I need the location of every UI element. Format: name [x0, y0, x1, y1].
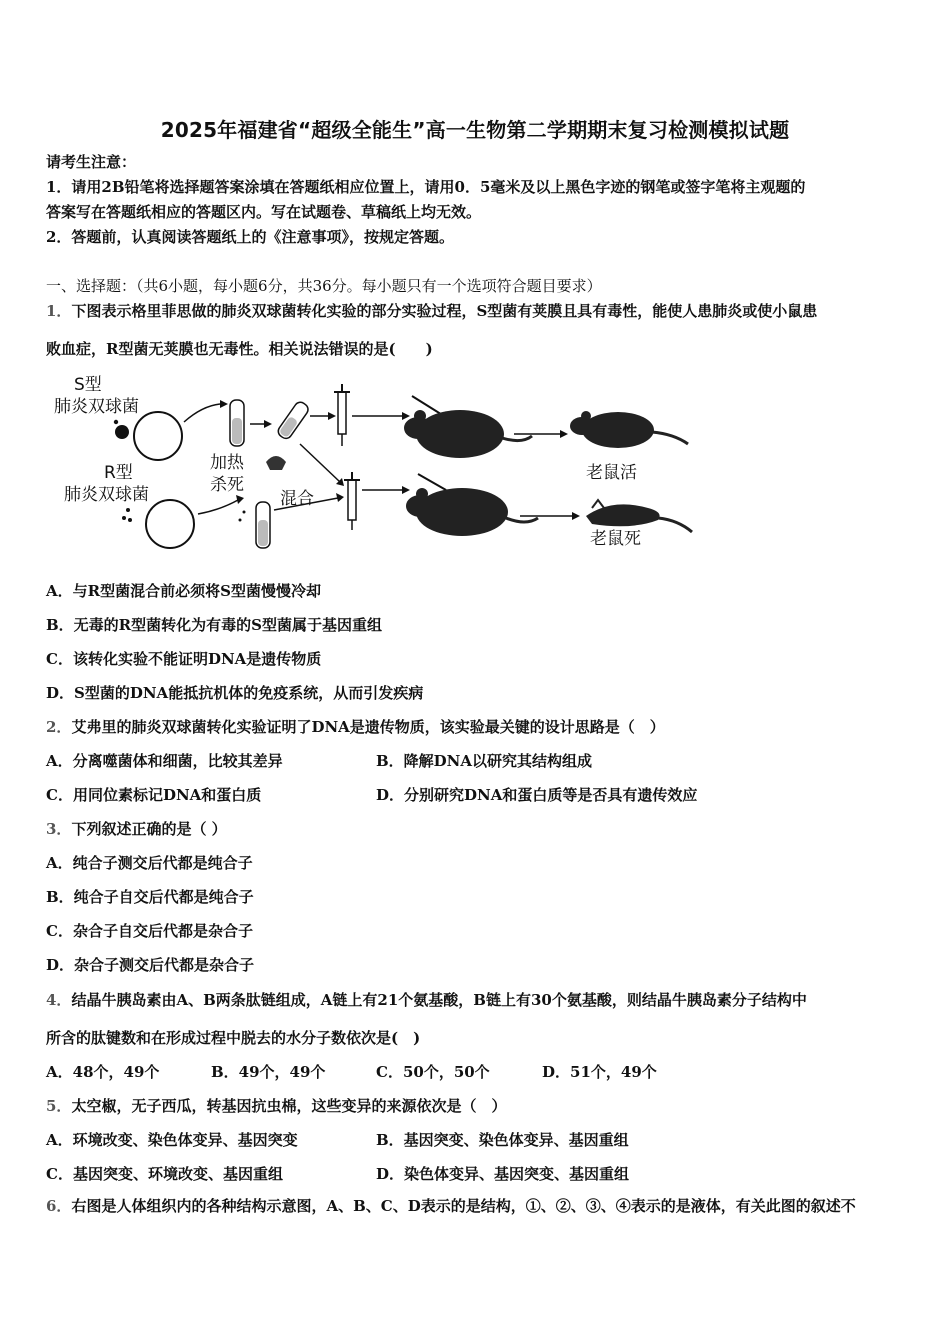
q4-option-a: A．48个，49个: [46, 1063, 160, 1081]
notice-item-1a: 1．请用2B铅笔将选择题答案涂填在答题纸相应位置上，请用0．5毫米及以上黑色字迹的钢笔或签字笔将主观题的: [46, 178, 806, 196]
burner-icon: [266, 456, 286, 470]
q1-option-c: C．该转化实验不能证明DNA是遗传物质: [46, 650, 322, 668]
arrow-s-to-tube: [184, 404, 220, 422]
q5-stem-line: [46, 1096, 506, 1116]
q1-stem-line-1: [46, 301, 817, 321]
syringe-icon: [344, 472, 360, 530]
q5-option-c: C．基因突变、环境改变、基因重组: [46, 1165, 283, 1183]
label-mouse-dead: 老鼠死: [590, 529, 641, 549]
syringe-icon: [334, 384, 350, 446]
q2-option-a: A．分离噬菌体和细菌，比较其差异: [46, 752, 283, 770]
arrow-head-icon: [264, 420, 272, 428]
griffith-experiment-figure: [52, 370, 702, 560]
label-mouse-alive: 老鼠活: [586, 463, 637, 483]
q2-option-b: B．降解DNA以研究其结构组成: [376, 752, 593, 770]
mouse-injected-icon: [406, 488, 538, 536]
q4-option-b: B．49个，49个: [211, 1063, 326, 1081]
arrow-line: [300, 444, 340, 482]
q1-option-a: A．与R型菌混合前必须将S型菌慢慢冷却: [46, 582, 321, 600]
r-tube-liquid: [258, 520, 268, 546]
label-s-type: S型: [74, 375, 102, 395]
arrow-head-icon: [560, 430, 568, 438]
arrow-head-icon: [236, 495, 244, 504]
mouse-alive-icon: [570, 411, 688, 448]
s-culture-dish: [134, 412, 182, 460]
r-colony-dot: [243, 511, 246, 514]
q4-number: 4．: [46, 991, 72, 1009]
injection-syringe-icon: [418, 474, 446, 490]
q2-option-d: D．分别研究DNA和蛋白质等是否具有遗传效应: [376, 786, 698, 804]
q4-stem-a: 结晶牛胰岛素由A、B两条肽链组成，A链上有21个氨基酸，B链上有30个氨基酸，则结晶牛胰岛素分子结构中: [71, 991, 807, 1009]
q3-number: 3．: [46, 820, 72, 838]
q6-stem-a: 右图是人体组织内的各种结构示意图，A、B、C、D表示的是结构，①、②、③、④表示的是液体，有关此图的叙述不: [71, 1197, 856, 1215]
q2-stem: 艾弗里的肺炎双球菌转化实验证明了DNA是遗传物质，该实验最关键的设计思路是（ ）: [71, 718, 665, 736]
q3-stem-line: [46, 819, 227, 839]
q3-stem: 下列叙述正确的是（ ）: [71, 820, 227, 838]
q4-option-d: D．51个，49个: [542, 1063, 657, 1081]
label-r-type: R型: [104, 463, 133, 483]
mouse-injected-icon: [404, 410, 532, 458]
q3-option-a: A．纯合子测交后代都是纯合子: [46, 854, 253, 872]
q6-stem-line-1: [46, 1196, 856, 1216]
q5-option-b: B．基因突变、染色体变异、基因重组: [376, 1131, 629, 1149]
q5-number: 5．: [46, 1097, 72, 1115]
q1-option-b: B．无毒的R型菌转化为有毒的S型菌属于基因重组: [46, 616, 382, 634]
q1-stem-b: 败血症，R型菌无荚膜也无毒性。相关说法错误的是( ): [46, 340, 433, 358]
q4-stem-b: 所含的肽键数和在形成过程中脱去的水分子数依次是( ): [46, 1029, 421, 1047]
q5-option-a: A．环境改变、染色体变异、基因突变: [46, 1131, 298, 1149]
r-colony-dot: [126, 508, 130, 512]
arrow-head-icon: [402, 486, 410, 494]
q2-option-c: C．用同位素标记DNA和蛋白质: [46, 786, 262, 804]
notice-item-2: 2．答题前，认真阅读答题纸上的《注意事项》，按规定答题。: [46, 228, 454, 246]
q6-number: 6．: [46, 1197, 72, 1215]
label-s-bacteria: 肺炎双球菌: [54, 397, 139, 417]
mouse-dead-icon: [586, 500, 692, 532]
label-mix: 混合: [280, 489, 314, 509]
heated-tube: [276, 400, 310, 441]
notice-heading: 请考生注意：: [46, 153, 137, 171]
q4-option-c: C．50个，50个: [376, 1063, 490, 1081]
s-colony-dot: [114, 420, 118, 424]
r-colony-dot: [128, 518, 132, 522]
q1-option-d: D．S型菌的DNA能抵抗机体的免疫系统，从而引发疾病: [46, 684, 424, 702]
exam-title: 2025年福建省“超级全能生”高一生物第二学期期末复习检测模拟试题: [160, 118, 790, 142]
label-heat: 加热: [210, 453, 244, 473]
notice-item-1b: 答案写在答题纸相应的答题区内。写在试题卷、草稿纸上均无效。: [46, 203, 482, 221]
arrow-head-icon: [220, 400, 228, 408]
arrow-head-icon: [328, 412, 336, 420]
arrow-r-to-tube: [198, 500, 238, 514]
q2-number: 2．: [46, 718, 72, 736]
q1-stem-a: 下图表示格里菲思做的肺炎双球菌转化实验的部分实验过程，S型菌有荚膜且具有毒性，能使人患肺炎或使小鼠患: [71, 302, 818, 320]
q4-stem-line-1: [46, 990, 807, 1010]
q2-stem-line: [46, 717, 665, 737]
q5-stem: 太空椒，无子西瓜，转基因抗虫棉，这些变异的来源依次是（ ）: [71, 1097, 507, 1115]
q5-option-d: D．染色体变异、基因突变、基因重组: [376, 1165, 630, 1183]
s-colony-dot: [116, 430, 120, 434]
q3-option-d: D．杂合子测交后代都是杂合子: [46, 956, 255, 974]
label-kill: 杀死: [210, 475, 244, 495]
r-colony-dot: [239, 519, 242, 522]
section-heading: 一、选择题：（共6小题，每小题6分，共36分。每小题只有一个选项符合题目要求）: [46, 277, 602, 295]
arrow-head-icon: [402, 412, 410, 420]
q1-number: 1．: [46, 302, 72, 320]
label-r-bacteria: 肺炎双球菌: [64, 485, 149, 505]
r-culture-dish: [146, 500, 194, 548]
q3-option-b: B．纯合子自交后代都是纯合子: [46, 888, 254, 906]
arrow-head-icon: [336, 493, 344, 502]
r-colony-dot: [122, 516, 126, 520]
arrow-head-icon: [572, 512, 580, 520]
s-tube-liquid: [232, 418, 242, 444]
q3-option-c: C．杂合子自交后代都是杂合子: [46, 922, 253, 940]
